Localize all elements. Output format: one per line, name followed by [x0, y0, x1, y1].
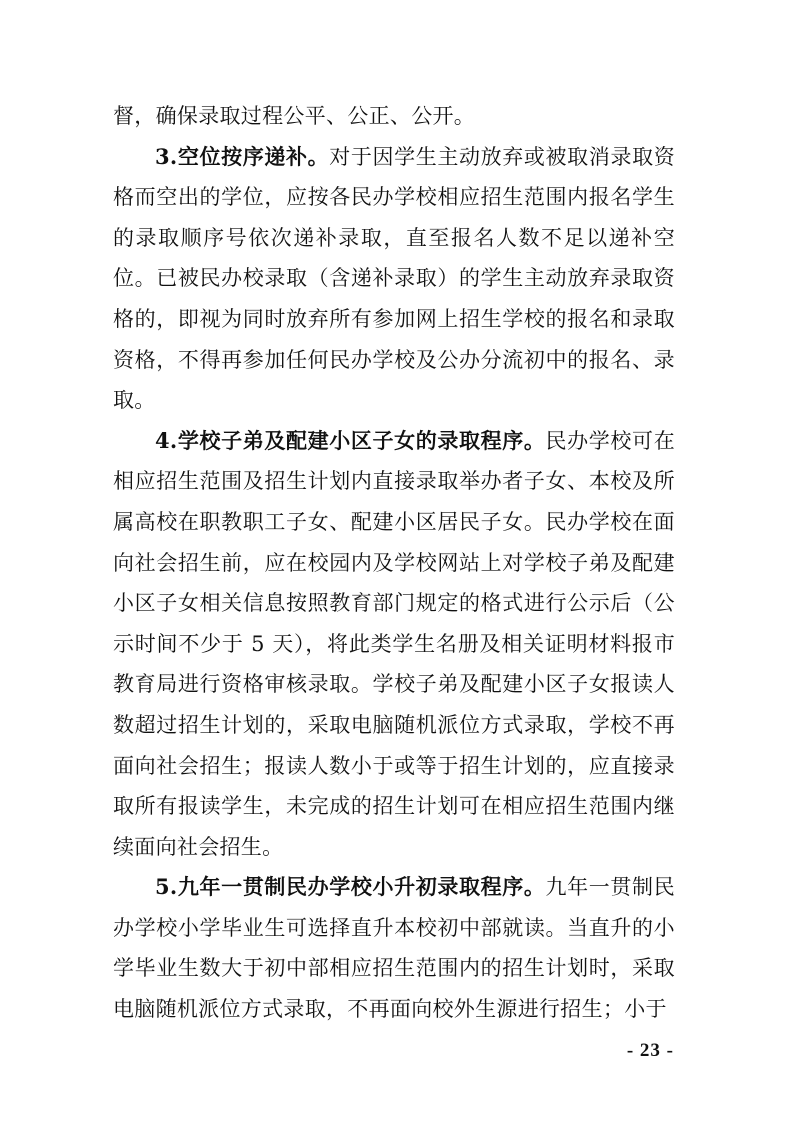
paragraph-text: 九年一贯制民办学校小学毕业生可选择直升本校初中部就读。当直升的小学毕业生数大于初中部相应招生范围内的招生计划时，采取电脑随机派位方式录取，不再面向校外生源进行招生；小于: [113, 875, 675, 1022]
document-body: [113, 96, 675, 1030]
paragraph-vacancy-filling: [113, 137, 675, 421]
paragraph-text: 民办学校可在相应招生范围及招生计划内直接录取举办者子女、本校及所属高校在职教职工子女、配建小区居民子女。民办学校在面向社会招生前，应在校园内及学校网站上对学校子弟及配建小区子女相关信息按照教育部门规定的格式进行公示后（公示时间不少于 5 天），将此类学生名册及相关证明材料报市教育局进行资格审核录取。学校子弟及配建小区子女报读人数超过招生计划的，采取电脑随机派位方式录取，学校不再面向社会招生；报读人数小于或等于招生计划的，应直接录取所有报读学生，未完成的招生计划可在相应招生范围内继续面向社会招生。: [113, 428, 675, 859]
page-number: - 23 -: [626, 1040, 674, 1061]
paragraph-staff-children-admission: [113, 421, 675, 868]
paragraph-continuation: [113, 96, 675, 137]
paragraph-text: 对于因学生主动放弃或被取消录取资格而空出的学位，应按各民办学校相应招生范围内报名学生的录取顺序号依次递补录取，直至报名人数不足以递补空位。已被民办校录取（含递补录取）的学生主动放弃录取资格的，即视为同时放弃所有参加网上招生学校的报名和录取资格，不得再参加任何民办学校及公办分流初中的报名、录取。: [113, 144, 675, 413]
paragraph-text: 督，确保录取过程公平、公正、公开。: [113, 104, 476, 128]
paragraph-heading: 3.空位按序递补。: [155, 143, 330, 169]
paragraph-heading: 5.九年一贯制民办学校小升初录取程序。: [155, 874, 546, 900]
paragraph-heading: 4.学校子弟及配建小区子女的录取程序。: [155, 427, 546, 453]
paragraph-nine-year-school-admission: [113, 867, 675, 1029]
